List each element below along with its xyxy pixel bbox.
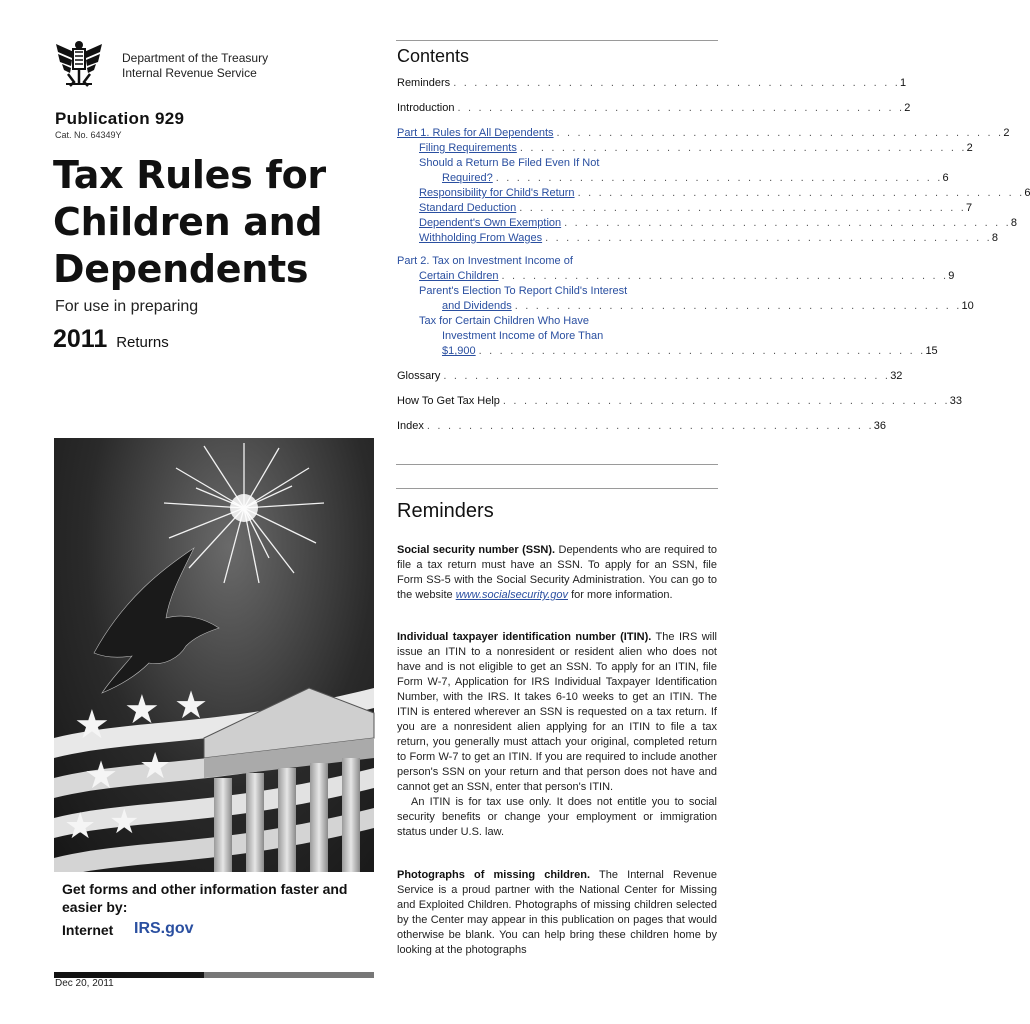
tax-year — [53, 325, 169, 354]
itin-paragraph — [397, 630, 717, 840]
socialsecurity-link[interactable]: www.socialsecurity.gov — [455, 589, 568, 601]
toc-label: Filing Requirements — [419, 142, 517, 154]
photos-text: The Internal Revenue Service is a proud partner with the National Center for Missing and Exploited Children. Photographs of missing children selected by the Center may appear in this publication on pages that would otherwise be blank. You can help bring these children home by looking at the photographs — [397, 869, 718, 956]
catalog-number: Cat. No. 64349Y — [55, 130, 122, 140]
toc-entry[interactable]: Reminders . . . . . . . . . . . . . . . . . . . . . . . . . . . . . . . . . . . . . . . . . . . 1 — [397, 77, 907, 89]
toc-page: 2 — [1003, 127, 1010, 139]
top-divider — [396, 40, 718, 41]
title-line: Tax Rules for — [53, 153, 326, 197]
reminders-heading: Reminders — [397, 500, 494, 522]
toc-entry[interactable]: Certain Children . . . . . . . . . . . . . . . . . . . . . . . . . . . . . . . . . . . . . . . . . . . 9 — [419, 270, 955, 282]
toc-entry[interactable]: How To Get Tax Help . . . . . . . . . . . . . . . . . . . . . . . . . . . . . . . . . . . . . . . . . . . 33 — [397, 395, 962, 407]
toc-label: Introduction — [397, 102, 455, 114]
department-line: Department of the Treasury — [122, 51, 269, 65]
toc-page: 32 — [890, 370, 903, 382]
toc-label: Index — [397, 420, 424, 432]
photos-title: Photographs of missing children. — [397, 869, 591, 881]
toc-page: 9 — [948, 270, 955, 282]
toc-page: 1 — [899, 77, 907, 89]
toc-entry[interactable]: Responsibility for Child's Return . . . . . . . . . . . . . . . . . . . . . . . . . . . . . . . . . . . . . . . . . . . 6 — [419, 187, 1030, 199]
toc-label: and Dividends — [442, 300, 512, 312]
table-of-contents — [397, 76, 1030, 434]
itin-title: Individual taxpayer identification number (ITIN). — [397, 631, 652, 643]
internet-label: Internet — [62, 922, 114, 938]
toc-label: Withholding From Wages — [419, 232, 543, 244]
ssn-title: Social security number (SSN). — [397, 544, 556, 556]
irs-eagle-logo — [52, 38, 106, 88]
get-forms-text: Get forms and other information faster and easier by: — [62, 881, 348, 915]
toc-entry[interactable]: Introduction . . . . . . . . . . . . . . . . . . . . . . . . . . . . . . . . . . . . . . . . . . . 2 — [397, 102, 911, 114]
toc-label: Investment Income of More Than — [442, 330, 604, 342]
toc-label: Parent's Election To Report Child's Interest — [419, 285, 628, 297]
toc-label: How To Get Tax Help — [397, 395, 500, 407]
toc-entry[interactable] — [397, 314, 717, 329]
toc-entry[interactable] — [397, 156, 717, 171]
contents-divider — [396, 464, 718, 465]
toc-page: 33 — [949, 395, 962, 407]
toc-page: 2 — [904, 102, 911, 114]
irs-gov-link[interactable]: IRS.gov — [134, 920, 194, 937]
ssn-tail: for more information. — [571, 589, 673, 601]
toc-entry[interactable] — [397, 329, 717, 344]
toc-entry[interactable]: and Dividends . . . . . . . . . . . . . . . . . . . . . . . . . . . . . . . . . . . . . . . . . . . 10 — [442, 300, 974, 312]
toc-label: Glossary — [397, 370, 441, 382]
toc-label: Reminders — [397, 77, 451, 89]
toc-page: 7 — [966, 202, 973, 214]
toc-label: Standard Deduction — [419, 202, 517, 214]
svg-text:★: ★ — [64, 806, 97, 847]
svg-text:★: ★ — [84, 753, 119, 797]
toc-label: $1,900 — [442, 345, 476, 357]
toc-page: 10 — [961, 300, 974, 312]
toc-page: 6 — [942, 172, 949, 184]
reminders-divider — [396, 488, 718, 489]
toc-page: 8 — [991, 232, 998, 244]
ssn-paragraph — [397, 543, 717, 603]
svg-text:★: ★ — [74, 702, 110, 748]
toc-page: 8 — [1010, 217, 1018, 229]
svg-text:★: ★ — [124, 687, 160, 733]
toc-page: 36 — [873, 420, 886, 432]
toc-label: Should a Return Be Filed Even If Not — [419, 157, 600, 169]
itin-text-2: An ITIN is for tax use only. It does not entitle you to social security benefits or change your employment or immigration status under U.S. law. — [397, 796, 717, 838]
toc-entry[interactable]: Glossary . . . . . . . . . . . . . . . . . . . . . . . . . . . . . . . . . . . . . . . . . . . 32 — [397, 370, 903, 382]
toc-entry[interactable]: Dependent's Own Exemption . . . . . . . . . . . . . . . . . . . . . . . . . . . . . . . . . . . . . . . . . . . 8 — [419, 217, 1018, 229]
for-use-text: For use in preparing — [55, 298, 199, 315]
toc-entry[interactable]: Standard Deduction . . . . . . . . . . . . . . . . . . . . . . . . . . . . . . . . . . . . . . . . . . . 7 — [419, 202, 973, 214]
toc-entry[interactable]: $1,900 . . . . . . . . . . . . . . . . . . . . . . . . . . . . . . . . . . . . . . . . . . . 15 — [442, 345, 938, 357]
toc-label: Dependent's Own Exemption — [419, 217, 562, 229]
toc-label: Certain Children — [419, 270, 499, 282]
title-line: Dependents — [53, 247, 309, 291]
publication-date: Dec 20, 2011 — [55, 978, 114, 989]
svg-text:★: ★ — [174, 683, 209, 727]
department-name — [122, 51, 268, 81]
toc-entry[interactable] — [397, 284, 717, 299]
publication-number: Publication 929 — [55, 109, 185, 128]
photos-paragraph — [397, 868, 717, 958]
toc-entry[interactable] — [397, 254, 717, 269]
toc-entry[interactable]: Filing Requirements . . . . . . . . . . . . . . . . . . . . . . . . . . . . . . . . . . . . . . . . . . . 2 — [419, 142, 973, 154]
toc-page: 2 — [966, 142, 973, 154]
returns-label: Returns — [116, 334, 169, 351]
ssn-text: Dependents who are required to file a tax return must have an SSN. To apply for an SSN, file Form SS-5 with the Social Security Administration. You can go to the website — [397, 544, 717, 601]
get-forms-box — [54, 872, 374, 972]
toc-entry[interactable]: Withholding From Wages . . . . . . . . . . . . . . . . . . . . . . . . . . . . . . . . . . . . . . . . . . . 8 — [419, 232, 998, 244]
toc-entry[interactable]: Required? . . . . . . . . . . . . . . . . . . . . . . . . . . . . . . . . . . . . . . . . . . . 6 — [442, 172, 949, 184]
toc-label: Required? — [442, 172, 493, 184]
toc-label: Part 2. Tax on Investment Income of — [397, 255, 573, 267]
toc-label: Part 1. Rules for All Dependents — [397, 127, 554, 139]
svg-text:★: ★ — [109, 802, 140, 842]
document-title — [53, 152, 353, 293]
toc-label: Responsibility for Child's Return — [419, 187, 575, 199]
toc-label: Tax for Certain Children Who Have — [419, 315, 589, 327]
agency-line: Internal Revenue Service — [122, 66, 257, 80]
contents-heading: Contents — [397, 46, 470, 66]
year-number: 2011 — [53, 325, 108, 353]
itin-text: The IRS will issue an ITIN to a nonresident or resident alien who does not have and is not eligible to get an SSN. To apply for an ITIN, file Form W-7, Application for IRS Individual Taxpayer Identification Number, with the IRS. It takes 6-10 weeks to get an ITIN. The ITIN is entered wherever an SSN is requested on a tax return. If you are a nonresident alien applying for an ITIN to file a tax return, you generally must attach your original, completed return to Form W-7 to get an ITIN. If you are required to include another person's SSN on your return and that person does not have and cannot get an SSN, enter that person's ITIN. — [397, 631, 717, 793]
title-line: Children and — [53, 200, 323, 244]
svg-text:★: ★ — [139, 746, 172, 787]
toc-page: 6 — [1024, 187, 1030, 199]
toc-entry[interactable]: Index . . . . . . . . . . . . . . . . . . . . . . . . . . . . . . . . . . . . . . . . . . . 36 — [397, 420, 886, 432]
toc-page: 15 — [925, 345, 938, 357]
toc-entry[interactable]: Part 1. Rules for All Dependents . . . . . . . . . . . . . . . . . . . . . . . . . . . . . . . . . . . . . . . . . . . 2 — [397, 127, 1010, 139]
